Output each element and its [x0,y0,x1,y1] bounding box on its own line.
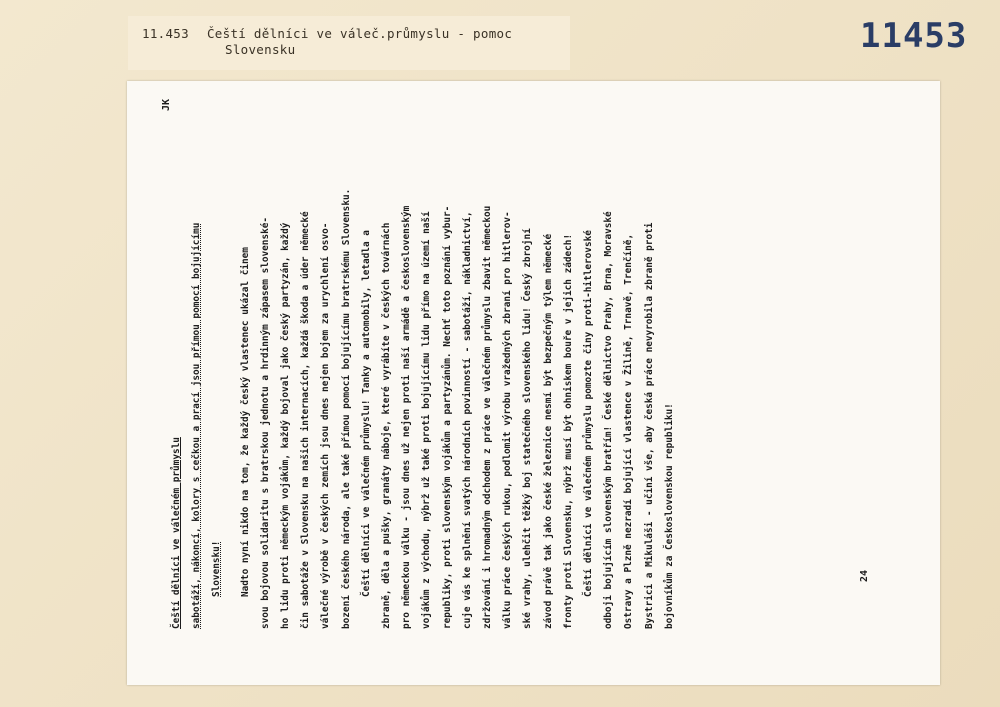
document-line: zbraně, děla a pušky, granáty náboje, které vyrábíte v českých továrnách [381,222,393,629]
document-line: Čeští dělníci ve válečném průmyslu pomozte činy proti-hitlerovské [583,230,595,597]
catalog-label-row [142,26,556,42]
catalog-label-title-line1: Čeští dělníci ve váleč.průmyslu - pomoc [206,26,513,41]
document-line: odboji bojujícím slovenským bratřím! České dělnictvo Prahy, Brna, Moravské [603,211,615,629]
document-line: čin sabotáže v Slovensku na našich internacích, každá škoda a úder německé [300,211,312,629]
document-initials: JK [161,99,172,112]
document-line: zdržování i hromadným odchodem z práce ve válečném průmyslu zbavit německou [482,205,494,629]
catalog-label-title-line2: Slovensku [225,42,296,57]
document-line: pro německou válku - jsou dnes už nejen proti naší armádě a československým [401,205,413,629]
document-title-line3: Slovensku! [211,540,223,597]
document-line: Ostravy a Plzně nezradí bojující vlastence v Žilině, Trnavě, Trenčíně, [623,233,635,629]
document-line: válečné výrobě v českých zemích jsou dnes nejen bojem za urychlení osvo- [320,222,332,629]
catalog-label-number: 11.453 [142,26,189,41]
document-line: ho lidu proti německým vojákům, každý bojoval jako český partyzán, každý [280,222,292,629]
document-text-rotated [161,99,857,629]
spacer [228,99,236,629]
catalog-number: 11453 [860,16,968,56]
page-number: 24 [859,569,870,582]
document-line: závod právě tak jako české železnice nesmí být bezpečným týlem německé [542,233,554,629]
document-line: Nadto nyní nikdo na tom, že každý český vlastenec ukázal činem [239,247,251,597]
document-title-line1: Čeští dělníci ve válečném průmyslu [171,437,182,629]
document-line: bojovníkům za Československou republiku! [663,403,675,629]
document-line: Bystrici a Mikuláši - učiní vše, aby česká práce nevyrobila zbraně proti [643,222,655,629]
document-line: fronty proti Slovensku, nýbrž musí být ohniskem bouře v jejich zádech! [562,233,574,629]
document-line: cuje vás ke splnění svatých národních povinností - sabotáží, nákladnictví, [461,211,473,629]
document-line: ské vrahy, ulehčit těžký boj statečného slovenského lidu! Český zbrojní [522,228,534,629]
document-line: vojákům z východu, nýbrž už také proti bojujícímu lidu přímo na území naší [421,211,433,629]
document-title-line2: sabotáží, nákoncí, kolory s cečkou a prací jsou přímou pomocí bojujícímu [191,222,203,629]
document-line: bození českého národa, ale také přímou pomocí bojujícímu bratrskému Slovensku. [340,188,352,629]
document-line: Čeští dělníci ve válečném průmyslu! Tanky a automobily, letadla a [360,230,372,597]
document-sheet [127,81,940,685]
document-line: svou bojovou solidaritu s bratrskou jednotu a hrdinným zápasem slovenské- [259,216,271,629]
catalog-label [128,16,570,70]
document-line: válku práce českých rukou, podlomit výrobu vražedných zbraní pro hitlerov- [502,211,514,629]
document-line: republiky, proti slovenským vojákům a partyzánům. Nechť toto poznání vybur- [441,205,453,629]
